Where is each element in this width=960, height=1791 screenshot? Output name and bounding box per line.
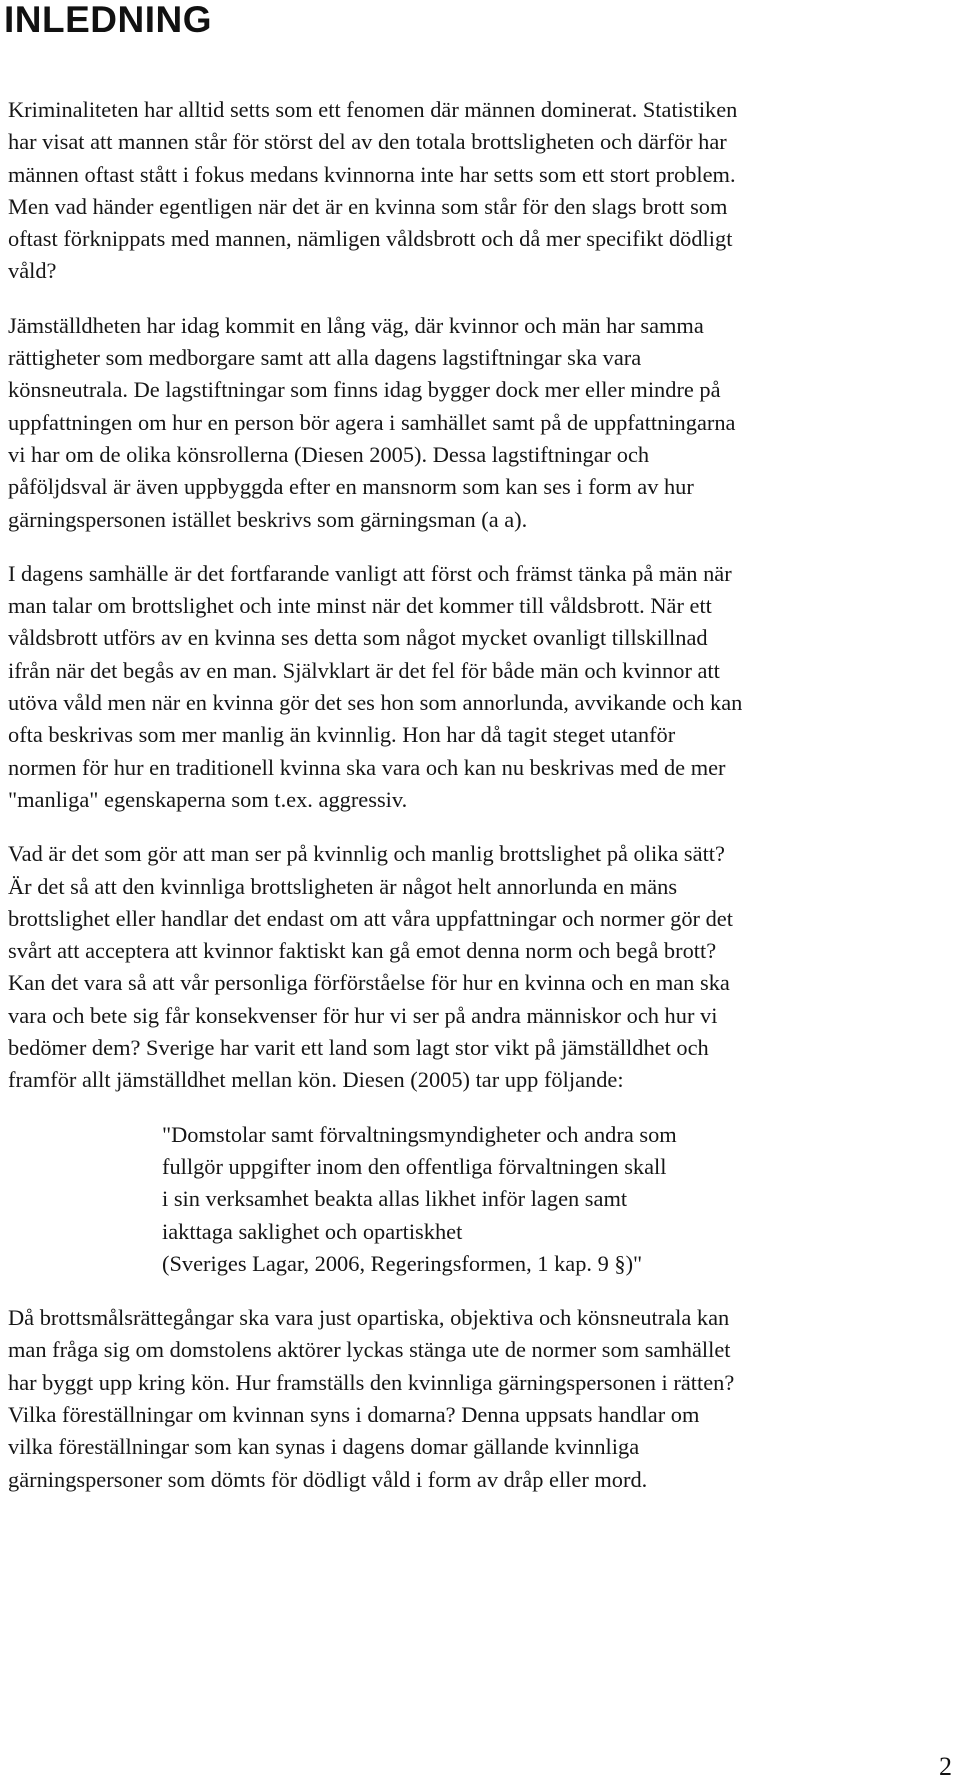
quote-line: iakttaga saklighet och opartiskhet	[162, 1218, 463, 1244]
paragraph-4	[8, 838, 953, 1096]
quote-line: fullgör uppgifter inom den offentliga förvaltningen skall	[162, 1153, 667, 1179]
text-line: påföljdsval är även uppbyggda efter en mansnorm som kan ses i form av hur	[8, 474, 694, 500]
quote-line: i sin verksamhet beakta allas likhet inför lagen samt	[162, 1186, 628, 1212]
text-line: I dagens samhälle är det fortfarande vanligt att först och främst tänka på män när	[8, 560, 732, 586]
text-line: utöva våld men när en kvinna gör det ses hon som annorlunda, avvikande och kan	[8, 690, 743, 716]
paragraph-1	[8, 94, 953, 288]
text-line: ofta beskrivas som mer manlig än kvinnlig. Hon har då tagit steget utanför	[8, 722, 676, 748]
paragraph-3	[8, 558, 953, 816]
paragraph-closing	[8, 1302, 953, 1496]
text-line: har visat att mannen står för störst del av den totala brottsligheten och därför har	[8, 129, 727, 155]
text-line: våldsbrott utförs av en kvinna ses detta som något mycket ovanligt tillskillnad	[8, 625, 708, 651]
quote-line: (Sveriges Lagar, 2006, Regeringsformen, 1 kap. 9 §)"	[162, 1250, 643, 1276]
text-line: våld?	[8, 258, 57, 284]
text-line: gärningspersonen istället beskrivs som gärningsman (a a).	[8, 506, 528, 532]
text-line: könsneutrala. De lagstiftningar som finns idag bygger dock mer eller mindre på	[8, 377, 721, 403]
section-heading: INLEDNING	[4, 0, 212, 40]
text-line: vilka föreställningar som kan synas i dagens domar gällande kvinnliga	[8, 1434, 640, 1460]
text-line: "manliga" egenskaperna som t.ex. aggressiv.	[8, 786, 408, 812]
text-line: normen för hur en traditionell kvinna ska vara och kan nu beskrivas med de mer	[8, 754, 726, 780]
text-line: bedömer dem? Sverige har varit ett land som lagt stor vikt på jämställdhet och	[8, 1035, 709, 1061]
document-body	[8, 94, 953, 1518]
page-number: 2	[939, 1752, 952, 1781]
block-quote	[162, 1119, 953, 1280]
paragraph-2	[8, 310, 953, 536]
text-line: svårt att acceptera att kvinnor faktiskt kan gå emot denna norm och begå brott?	[8, 938, 717, 964]
text-line: männen oftast stått i fokus medans kvinnorna inte har setts som ett stort problem.	[8, 161, 736, 187]
text-line: uppfattningen om hur en person bör agera i samhället samt på de uppfattningarna	[8, 409, 736, 435]
text-line: Då brottsmålsrättegångar ska vara just opartiska, objektiva och könsneutrala kan	[8, 1305, 730, 1331]
quote-line: "Domstolar samt förvaltningsmyndigheter och andra som	[162, 1121, 677, 1147]
text-line: rättigheter som medborgare samt att alla dagens lagstiftningar ska vara	[8, 345, 642, 371]
text-line: man fråga sig om domstolens aktörer lyckas stänga ute de normer som samhället	[8, 1337, 731, 1363]
text-line: har byggt upp kring kön. Hur framställs den kvinnliga gärningspersonen i rätten?	[8, 1369, 735, 1395]
text-line: vi har om de olika könsrollerna (Diesen 2005). Dessa lagstiftningar och	[8, 441, 650, 467]
text-line: Vad är det som gör att man ser på kvinnlig och manlig brottslighet på olika sätt?	[8, 841, 725, 867]
text-line: gärningspersoner som dömts för dödligt våld i form av dråp eller mord.	[8, 1466, 648, 1492]
text-line: framför allt jämställdhet mellan kön. Diesen (2005) tar upp följande:	[8, 1067, 624, 1093]
text-line: oftast förknippats med mannen, nämligen våldsbrott och då mer specifikt dödligt	[8, 226, 733, 252]
text-line: Kriminaliteten har alltid setts som ett fenomen där männen dominerat. Statistiken	[8, 97, 738, 122]
text-line: Kan det vara så att vår personliga förförståelse för hur en kvinna och en man ska	[8, 970, 730, 996]
text-line: Vilka föreställningar om kvinnan syns i domarna? Denna uppsats handlar om	[8, 1401, 700, 1427]
text-line: man talar om brottslighet och inte minst när det kommer till våldsbrott. När ett	[8, 593, 712, 619]
text-line: vara och bete sig får konsekvenser för hur vi ser på andra människor och hur vi	[8, 1002, 718, 1028]
text-line: ifrån när det begås av en man. Självklart är det fel för både män och kvinnor att	[8, 657, 720, 683]
text-line: Jämställdheten har idag kommit en lång väg, där kvinnor och män har samma	[8, 312, 704, 338]
text-line: Är det så att den kvinnliga brottsligheten är något helt annorlunda en mäns	[8, 873, 678, 899]
text-line: brottslighet eller handlar det endast om att våra uppfattningar och normer gör det	[8, 905, 733, 931]
text-line: Men vad händer egentligen när det är en kvinna som står för den slags brott som	[8, 193, 728, 219]
